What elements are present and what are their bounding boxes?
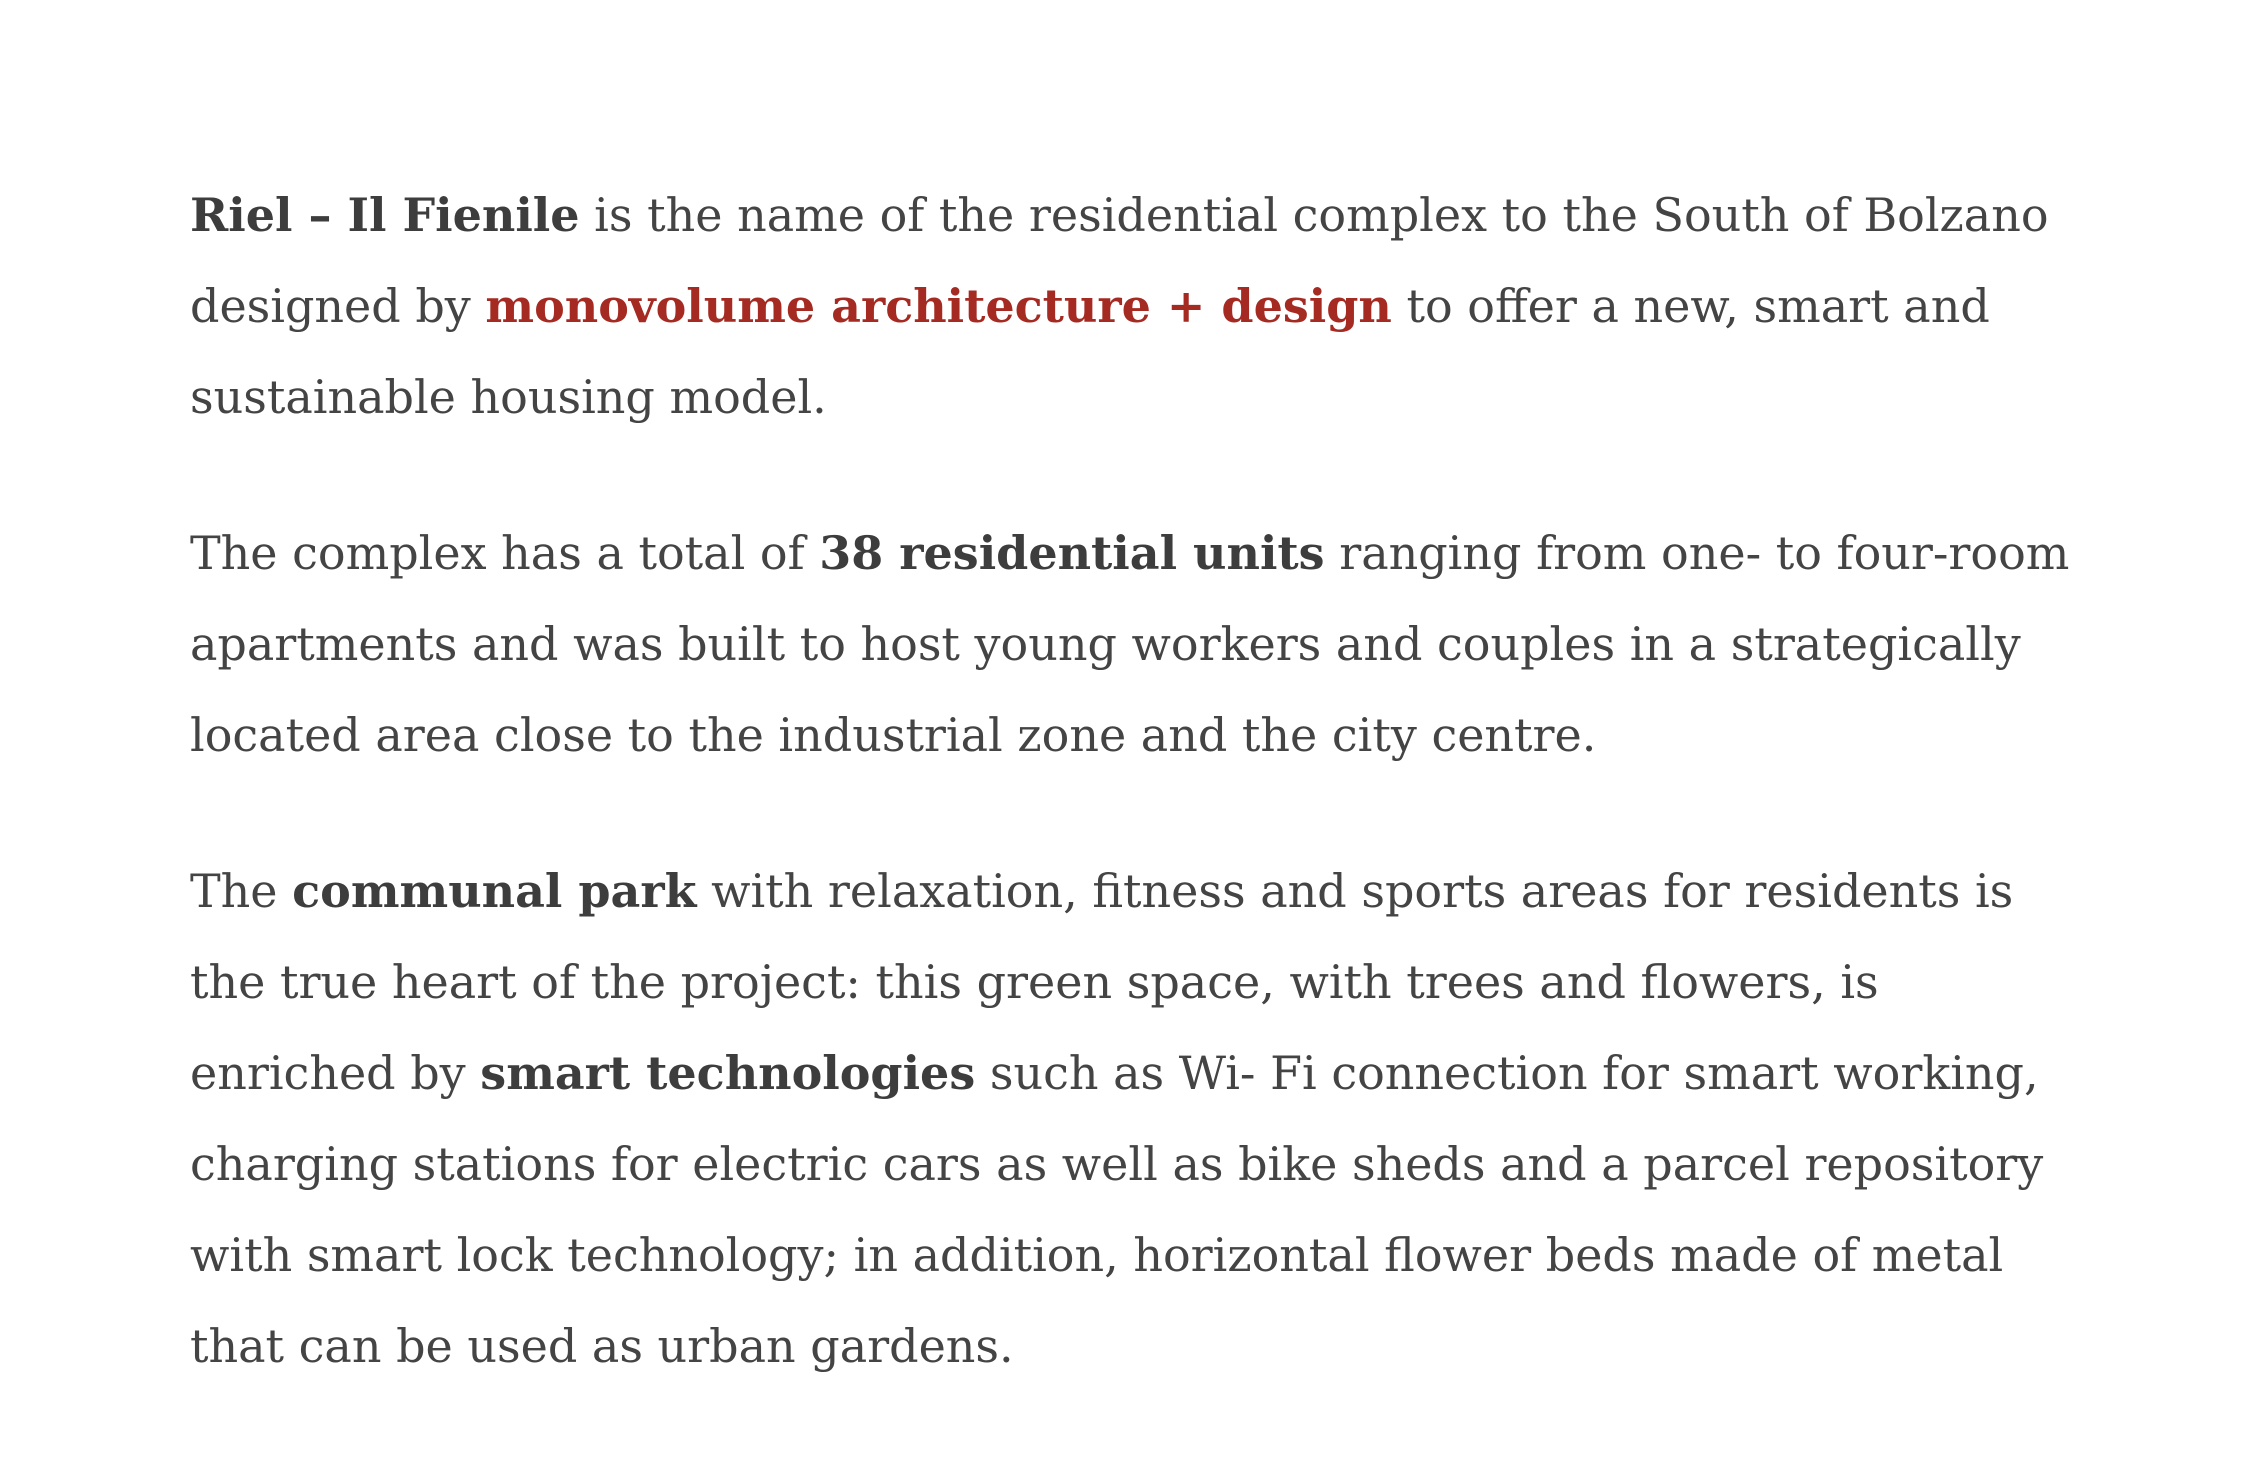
park-highlight: communal park bbox=[292, 864, 697, 918]
paragraph-intro bbox=[190, 170, 2080, 443]
paragraph-text: with relaxation, fitness and sports areas for residents is the true heart of the project: this green space, with trees and flowers, is enriched by bbox=[190, 864, 2014, 1100]
article-body bbox=[190, 170, 2080, 1392]
project-name: Riel – Il Fienile bbox=[190, 188, 580, 242]
paragraph-text: ranging from one- to four-room apartments and was built to host young workers and couples in a strategically located area close to the industrial zone and the city centre. bbox=[190, 526, 2070, 762]
paragraph-text: The bbox=[190, 864, 293, 918]
paragraph-park bbox=[190, 846, 2080, 1392]
paragraph-text: to offer a new, smart and sustainable housing model. bbox=[190, 279, 1990, 424]
paragraph-text: is the name of the residential complex to the South of Bolzano designed by bbox=[190, 188, 2049, 333]
units-highlight: 38 residential units bbox=[819, 526, 1325, 580]
tech-highlight: smart technologies bbox=[480, 1046, 976, 1100]
paragraph-units bbox=[190, 508, 2080, 781]
paragraph-text: such as Wi- Fi connection for smart working, charging stations for electric cars as well as bike sheds and a parcel repository with smart lock technology; in addition, horizontal flower beds made of metal that can be used as urban gardens. bbox=[190, 1046, 2044, 1373]
paragraph-text: The complex has a total of bbox=[190, 526, 820, 580]
architect-link[interactable]: monovolume architecture + design bbox=[485, 279, 1392, 333]
